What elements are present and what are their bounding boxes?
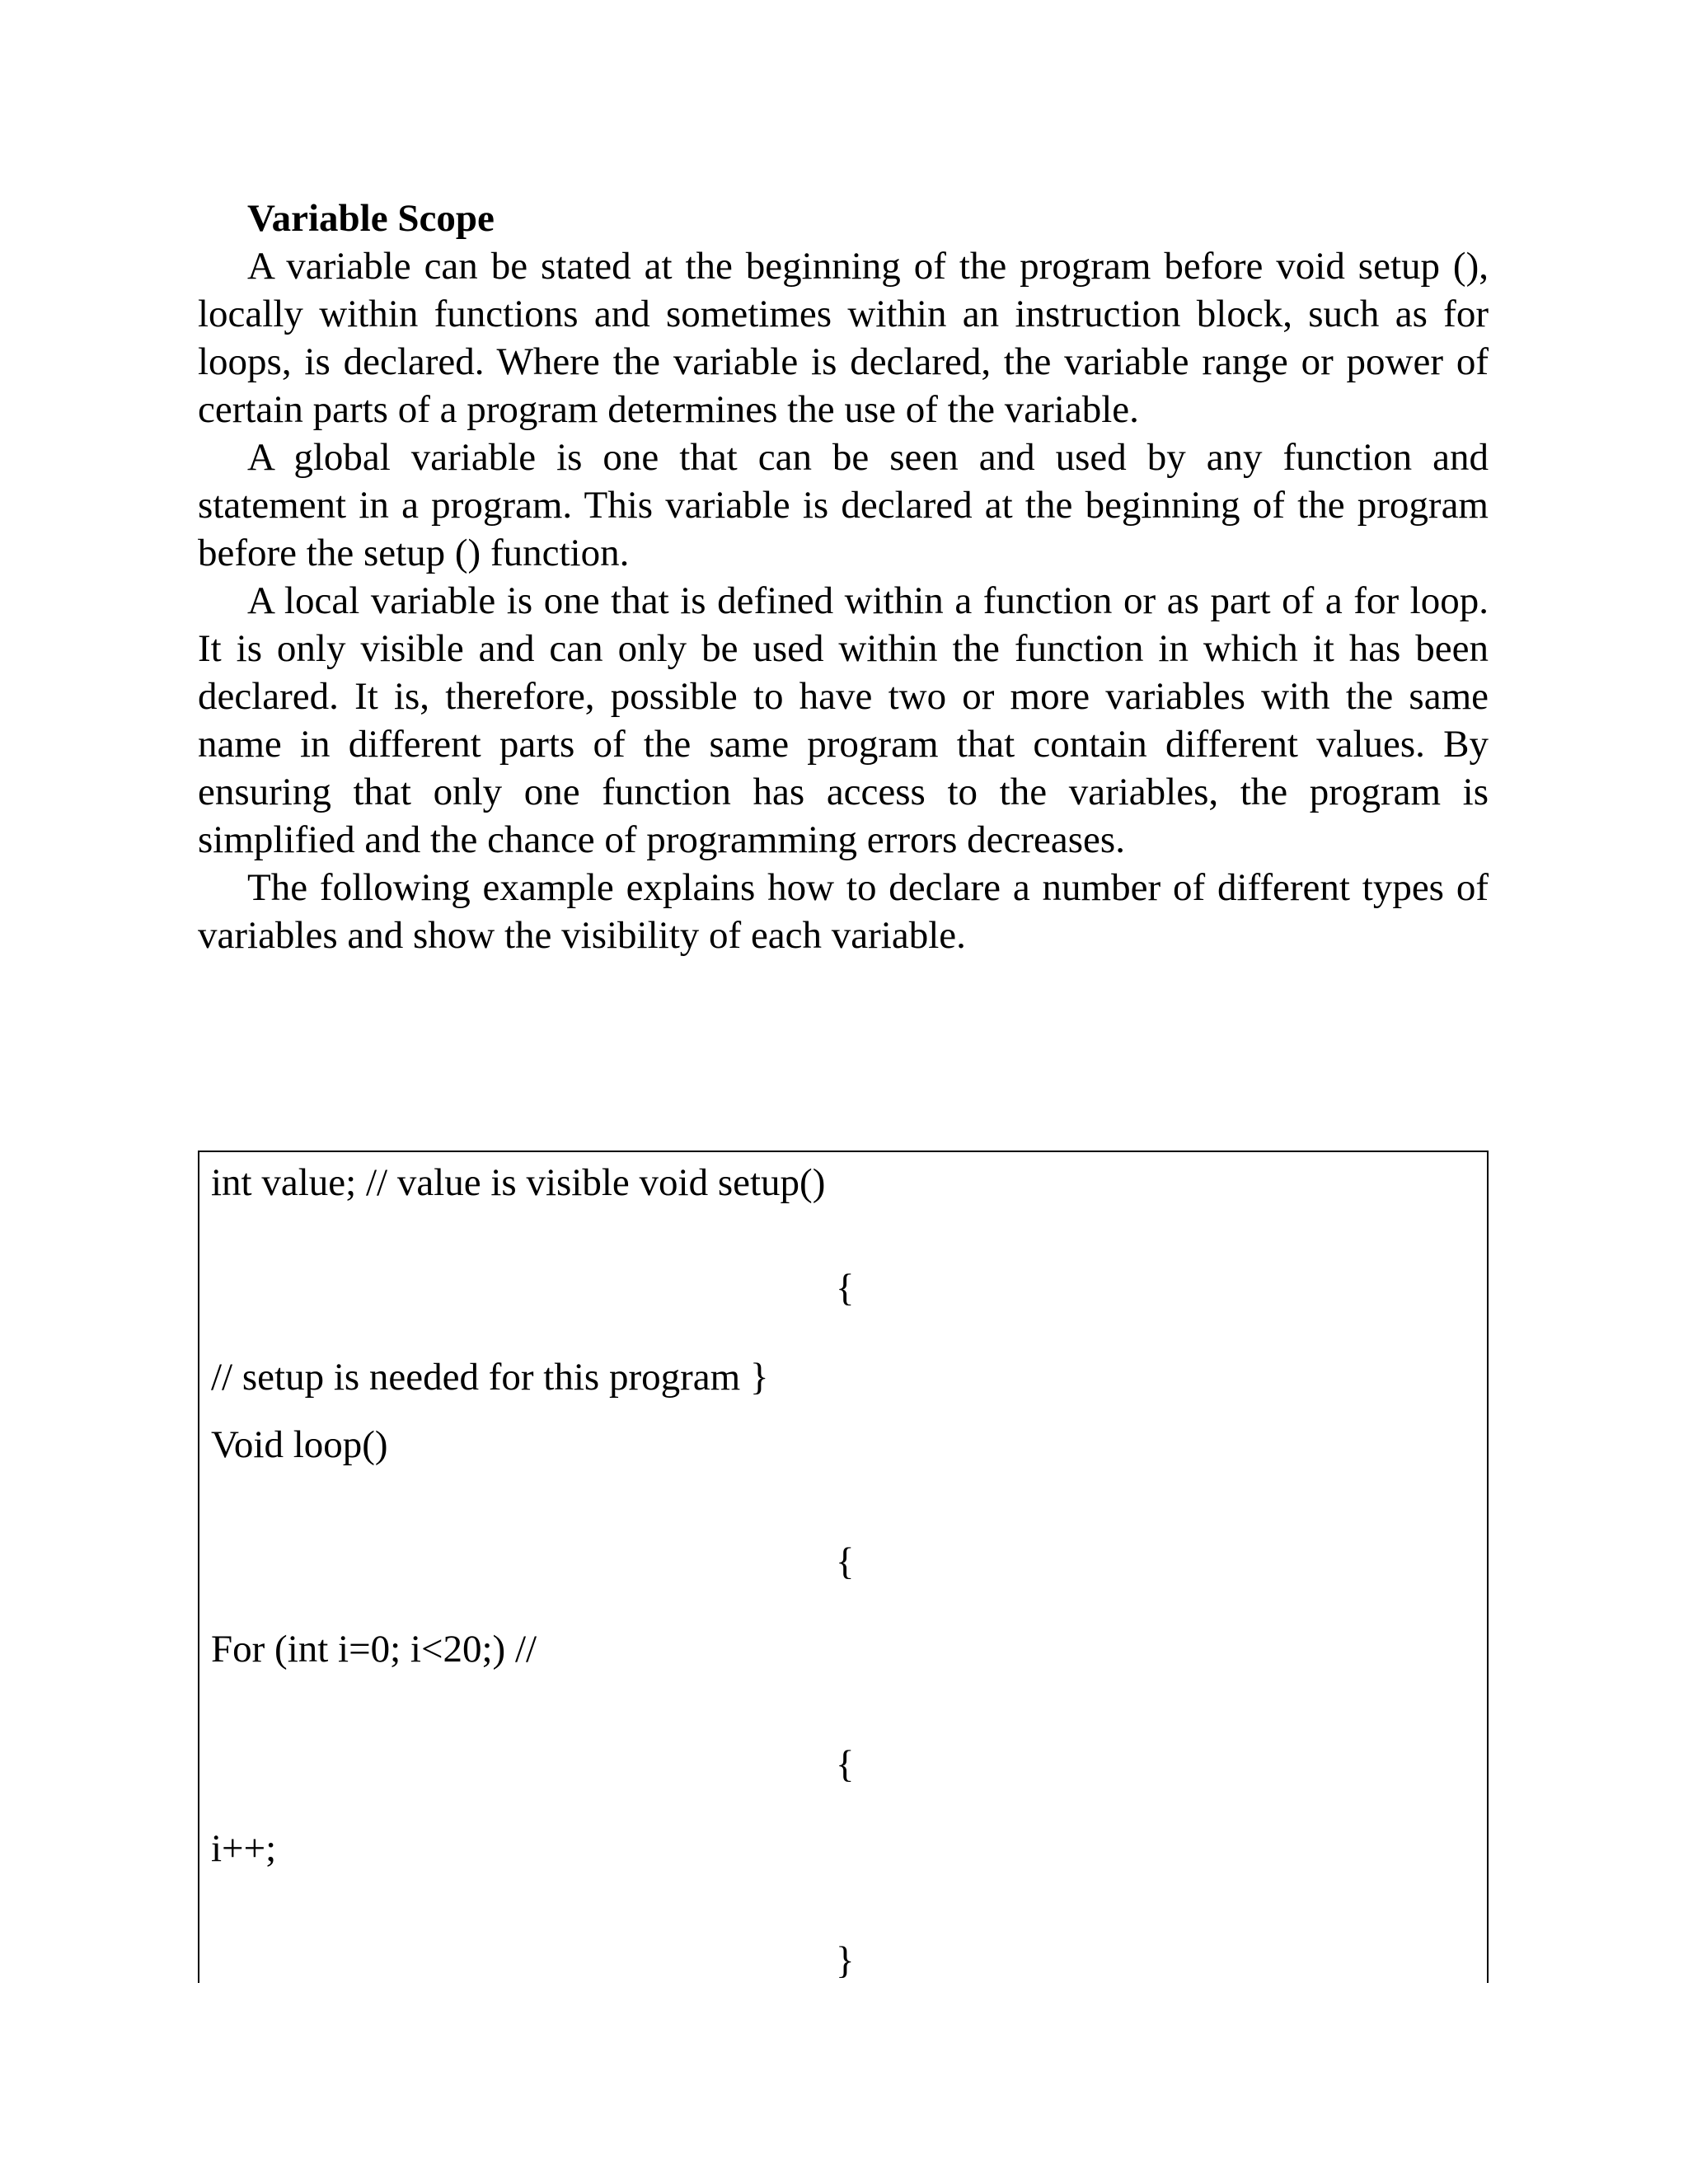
- code-line-8: i++;: [211, 1827, 277, 1870]
- paragraph-local-variable: A local variable is one that is defined within a function or as part of a for loop. It is only visible and can only be used within the function in which it has been declared. It is, therefore, possible to have two or more variables with the same name in different parts of the same program that contain different values. By ensuring that only one function has access to the variables, the program is simplified and the chance of programming errors decreases.: [198, 579, 1489, 861]
- code-line-2: {: [836, 1267, 855, 1310]
- code-line-3: // setup is needed for this program }: [211, 1356, 769, 1399]
- code-example-box: [198, 1151, 1489, 1983]
- code-line-7: {: [836, 1743, 855, 1786]
- section-heading: Variable Scope: [247, 197, 495, 240]
- code-line-5: {: [836, 1540, 855, 1583]
- paragraph-intro: A variable can be stated at the beginning of the program before void setup (), locally within functions and sometimes within an instruction block, such as for loops, is declared. Where the variable is declared, the variable range or power of certain parts of a program determines the use of the variable.: [198, 245, 1489, 431]
- code-line-1: int value; // value is visible void setup(): [211, 1161, 826, 1204]
- code-line-6: For (int i=0; i<20;) //: [211, 1628, 537, 1671]
- paragraph-example-intro: The following example explains how to declare a number of different types of variables and show the visibility of each variable.: [198, 866, 1489, 957]
- document-body: [198, 194, 1489, 959]
- code-line-9: }: [836, 1939, 855, 1982]
- paragraph-global-variable: A global variable is one that can be seen and used by any function and statement in a program. This variable is declared at the beginning of the program before the setup () function.: [198, 436, 1489, 574]
- code-line-4: Void loop(): [211, 1423, 388, 1466]
